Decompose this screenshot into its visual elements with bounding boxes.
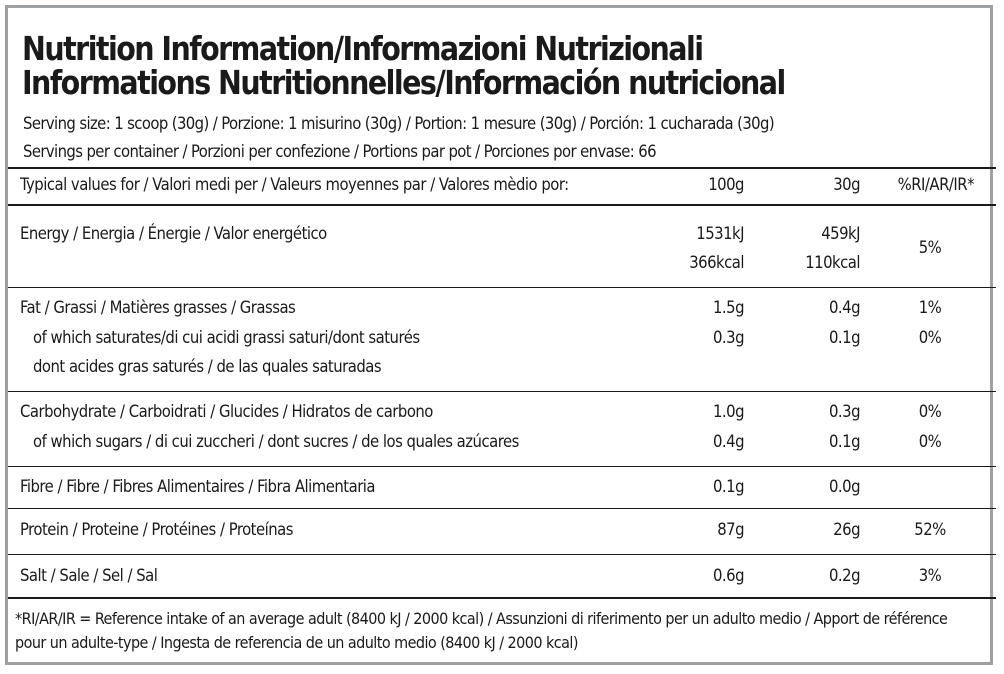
- carb-ri: 0%: [918, 402, 942, 421]
- carb-100g: 1.0g: [712, 402, 744, 421]
- header-ri: %RI/AR/IR*: [897, 175, 974, 194]
- fat-100g: 1.5g: [712, 298, 744, 317]
- header-100g: 100g: [708, 175, 744, 194]
- fibre-label: Fibre / Fibre / Fibres Alimentaires / Fibra Alimentaria: [20, 477, 376, 496]
- saturates-ri: 0%: [918, 328, 942, 347]
- saturates-100g: 0.3g: [712, 328, 744, 347]
- energy-kj-30g: 459kJ: [821, 224, 860, 243]
- energy-kcal-100g: 366kcal: [689, 253, 744, 272]
- row-divider: [8, 508, 996, 509]
- fibre-100g: 0.1g: [712, 477, 744, 496]
- protein-100g: 87g: [717, 520, 744, 539]
- salt-label: Salt / Sale / Sel / Sal: [20, 566, 158, 585]
- sugars-30g: 0.1g: [828, 432, 860, 451]
- energy-kj-100g: 1531kJ: [696, 224, 744, 243]
- row-divider: [8, 466, 996, 467]
- row-divider: [8, 391, 996, 392]
- table-bottom-rule: [8, 597, 996, 599]
- serving-size: Serving size: 1 scoop (30g) / Porzione: 1 misurino (30g) / Portion: 1 mesure (30g) / Porción: 1 cucharada (30g): [23, 114, 775, 133]
- salt-30g: 0.2g: [828, 566, 860, 585]
- saturates-label-2: dont acides gras saturés / de las quales saturadas: [33, 357, 382, 376]
- header-bottom-rule: [8, 204, 996, 206]
- row-divider: [8, 554, 996, 555]
- footnote: *RI/AR/IR = Reference intake of an average adult (8400 kJ / 2000 kcal) / Assunzioni di riferimento per un adulto medio / Apport de référence pour un adulte-type / Ingesta de referencia de un adulto medio (8400 kJ / 2000 kcal): [15, 609, 948, 652]
- sugars-100g: 0.4g: [712, 432, 744, 451]
- table-top-rule: [8, 167, 996, 169]
- fat-30g: 0.4g: [828, 298, 860, 317]
- saturates-label-1: of which saturates/di cui acidi grassi saturi/dont saturés: [33, 328, 420, 347]
- row-divider: [8, 287, 996, 288]
- header-30g: 30g: [833, 175, 860, 194]
- sugars-label: of which sugars / di cui zuccheri / dont sucres / de los quales azúcares: [33, 432, 519, 451]
- salt-ri: 3%: [918, 566, 942, 585]
- carb-30g: 0.3g: [828, 402, 860, 421]
- protein-30g: 26g: [833, 520, 860, 539]
- title-line-2: Informations Nutritionnelles/Información nutricional: [22, 63, 785, 102]
- protein-ri: 52%: [914, 520, 946, 539]
- sugars-ri: 0%: [918, 432, 942, 451]
- saturates-30g: 0.1g: [828, 328, 860, 347]
- energy-label: Energy / Energia / Énergie / Valor energético: [20, 224, 327, 243]
- carb-label: Carbohydrate / Carboidrati / Glucides / Hidratos de carbono: [20, 402, 433, 421]
- fat-label: Fat / Grassi / Matières grasses / Grassas: [20, 298, 296, 317]
- fibre-30g: 0.0g: [828, 477, 860, 496]
- energy-ri: 5%: [918, 238, 942, 257]
- fat-ri: 1%: [918, 298, 942, 317]
- protein-label: Protein / Proteine / Protéines / Proteínas: [20, 520, 293, 539]
- title-line-1: Nutrition Information/Informazioni Nutrizionali: [22, 29, 703, 68]
- energy-kcal-30g: 110kcal: [805, 253, 860, 272]
- header-label: Typical values for / Valori medi per / Valeurs moyennes par / Valores mèdio por:: [20, 175, 569, 194]
- salt-100g: 0.6g: [712, 566, 744, 585]
- servings-per-container: Servings per container / Porzioni per confezione / Portions par pot / Porciones por envase: 66: [23, 142, 656, 161]
